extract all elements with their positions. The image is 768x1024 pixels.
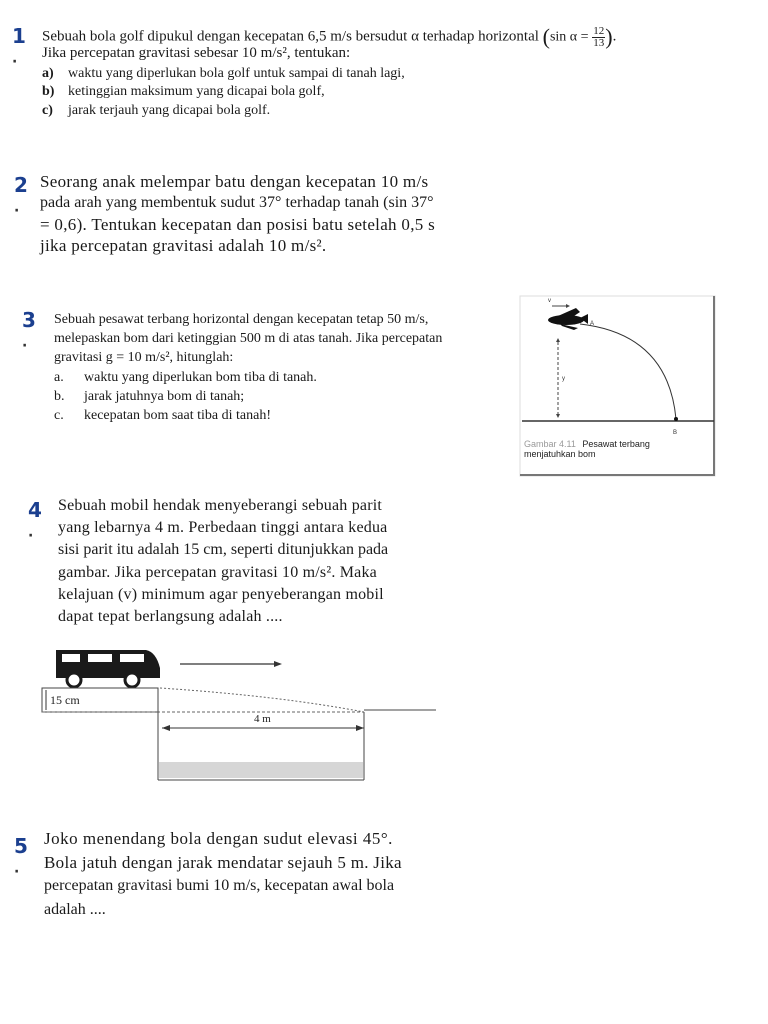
q4-height-label: 15 cm bbox=[50, 693, 80, 707]
q3-item-c bbox=[54, 408, 271, 424]
q4-width-arrowhead-left bbox=[162, 725, 170, 731]
q1-line-1: Sebuah bola golf dipukul dengan kecepatan 6,5 m/s bersudut α terhadap horizontal (sin α = $\frac{12}{13}$ ). bbox=[42, 24, 617, 49]
q3-item-c-text: kecepatan bom saat tiba di tanah! bbox=[84, 408, 271, 423]
q5-line-2: Bola jatuh dengan jarak mendatar sejauh 5 m. Jika bbox=[44, 853, 402, 872]
question-number-3: 3 · bbox=[22, 308, 36, 354]
q2-line-2: pada arah yang membentuk sudut 37° terhadap tanah (sin 37° bbox=[40, 194, 434, 211]
q3-bomb-impact-point bbox=[674, 417, 678, 421]
q3-item-b-label: b. bbox=[54, 389, 65, 404]
q4-line-1: Sebuah mobil hendak menyeberangi sebuah parit bbox=[58, 497, 383, 514]
q3-figure-plane-bomb bbox=[518, 294, 718, 480]
question-number-4-text: 4 bbox=[28, 498, 42, 522]
q2-line-1: Seorang anak melempar batu dengan kecepatan 10 m/s bbox=[40, 172, 429, 191]
q3-line-3: gravitasi g = 10 m/s², hitunglah: bbox=[54, 350, 234, 365]
q4-line-2: yang lebarnya 4 m. Perbedaan tinggi antara kedua bbox=[58, 519, 388, 536]
q3-figure-caption-line-2: menjatuhkan bom bbox=[524, 449, 596, 459]
q3-label-b: B bbox=[673, 430, 678, 436]
q3-item-a-text: waktu yang diperlukan bom tiba di tanah. bbox=[84, 370, 317, 385]
q1-item-a bbox=[42, 66, 405, 82]
q3-line-1: Sebuah pesawat terbang horizontal dengan kecepatan tetap 50 m/s, bbox=[54, 312, 429, 327]
q1-item-b-text: ketinggian maksimum yang dicapai bola golf, bbox=[68, 84, 325, 99]
q4-velocity-arrowhead bbox=[274, 661, 282, 667]
question-number-1: 1 · bbox=[12, 24, 26, 70]
q3-label-a: A bbox=[590, 321, 595, 327]
q4-line-6: dapat tepat berlangsung adalah .... bbox=[58, 608, 283, 625]
q1-item-b-label: b) bbox=[42, 84, 55, 99]
question-number-5: 5 · bbox=[14, 834, 28, 880]
q5-line-1: Joko menendang bola dengan sudut elevasi 45°. bbox=[44, 829, 393, 848]
q4-figure-car-ditch bbox=[40, 640, 440, 785]
q3-item-c-label: c. bbox=[54, 408, 64, 423]
q1-item-b bbox=[42, 84, 325, 100]
question-number-2-text: 2 bbox=[14, 173, 28, 197]
q3-figure-caption-text: Pesawat terbang bbox=[582, 439, 650, 449]
question-number-1-text: 1 bbox=[12, 24, 26, 48]
q1-sin-label: sin α = bbox=[549, 29, 589, 45]
q4-line-3: sisi parit itu adalah 15 cm, seperti ditunjukkan pada bbox=[58, 541, 389, 558]
q3-item-b-text: jarak jatuhnya bom di tanah; bbox=[84, 389, 245, 404]
car-icon bbox=[56, 650, 160, 687]
q3-label-y: y bbox=[562, 376, 565, 382]
q2-line-4: jika percepatan gravitasi adalah 10 m/s². bbox=[40, 236, 327, 255]
q1-item-a-label: a) bbox=[42, 66, 54, 81]
q1-item-c bbox=[42, 103, 270, 119]
q3-item-a bbox=[54, 370, 317, 386]
q4-ditch-water bbox=[159, 762, 363, 778]
q4-trajectory-dotted bbox=[160, 688, 364, 712]
q5-line-3: percepatan gravitasi bumi 10 m/s, kecepatan awal bola bbox=[44, 877, 395, 894]
q5-line-4: adalah .... bbox=[44, 901, 106, 918]
q3-line-2: melepaskan bom dari ketinggian 500 m di atas tanah. Jika percepatan bbox=[54, 331, 443, 346]
q4-width-arrowhead-right bbox=[356, 725, 364, 731]
q3-item-a-label: a. bbox=[54, 370, 64, 385]
q1-line-1-text: Sebuah bola golf dipukul dengan kecepatan 6,5 m/s bersudut α terhadap horizontal bbox=[42, 28, 539, 45]
question-number-4: 4 · bbox=[28, 498, 42, 544]
q1-line-2: Jika percepatan gravitasi sebesar 10 m/s², tentukan: bbox=[42, 45, 351, 61]
q4-width-label: 4 m bbox=[254, 713, 271, 725]
q4-line-5: kelajuan (v) minimum agar penyeberangan mobil bbox=[58, 586, 384, 603]
q3-label-v: v bbox=[548, 298, 551, 304]
question-number-3-text: 3 bbox=[22, 308, 36, 332]
q1-item-c-text: jarak terjauh yang dicapai bola golf. bbox=[68, 103, 271, 118]
q3-item-b bbox=[54, 389, 244, 405]
q1-item-a-text: waktu yang diperlukan bola golf untuk sampai di tanah lagi, bbox=[68, 66, 405, 81]
q1-fraction-numerator: 12 bbox=[593, 24, 605, 37]
q1-fraction-denominator: 13 bbox=[593, 36, 605, 49]
q4-line-4: gambar. Jika percepatan gravitasi 10 m/s². Maka bbox=[58, 564, 377, 581]
q1-fraction bbox=[592, 26, 605, 49]
q3-figure-caption-prefix: Gambar 4.11 bbox=[524, 439, 576, 449]
q2-line-3: = 0,6). Tentukan kecepatan dan posisi batu setelah 0,5 s bbox=[40, 215, 436, 234]
question-number-5-text: 5 bbox=[14, 834, 28, 858]
q3-figure-caption-line-1 bbox=[524, 439, 650, 449]
q1-item-c-label: c) bbox=[42, 103, 53, 118]
question-number-2: 2 · bbox=[14, 173, 28, 219]
